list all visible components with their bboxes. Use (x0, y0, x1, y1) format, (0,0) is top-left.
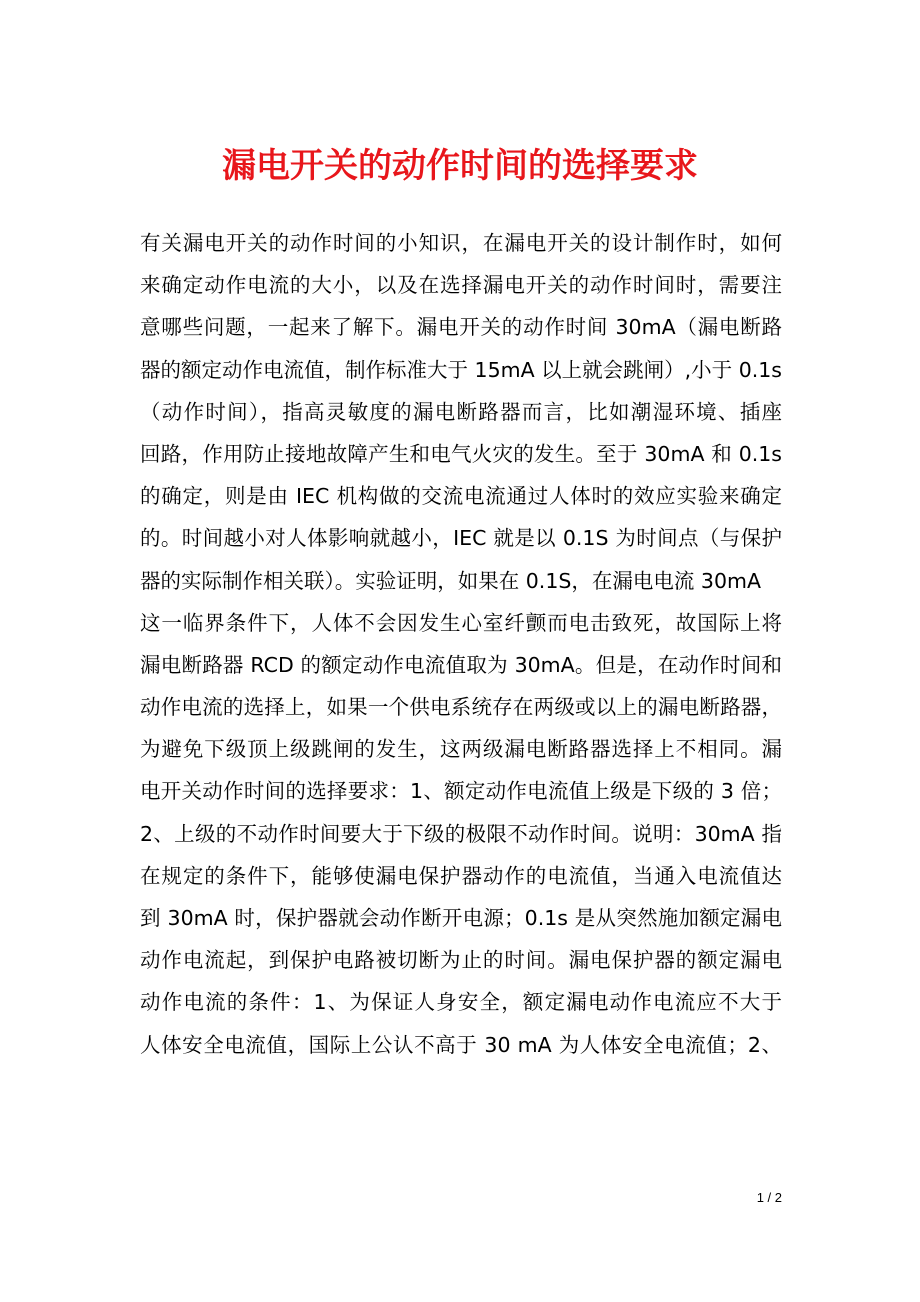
paragraph-line: 为避免下级顶上级跳闸的发生，这两级漏电断路器选择上不相同。漏 (140, 737, 782, 762)
body-paragraph (140, 222, 782, 1066)
paragraph-line: 电开关动作时间的选择要求：1、额定动作电流值上级是下级的 3 倍； (140, 779, 782, 804)
paragraph-line: 动作电流起，到保护电路被切断为止的时间。漏电保护器的额定漏电 (140, 948, 782, 973)
page-title: 漏电开关的动作时间的选择要求 (222, 146, 698, 186)
paragraph-line: 器的额定动作电流值，制作标准大于 15mA 以上就会跳闸）,小于 0.1s (140, 357, 782, 382)
paragraph-line: 器的实际制作相关联）。实验证明，如果在 0.1S，在漏电电流 30mA (140, 568, 761, 593)
paragraph-line: 人体安全电流值，国际上公认不高于 30 mA 为人体安全电流值；2、 (140, 1032, 782, 1057)
paragraph-line: （动作时间），指高灵敏度的漏电断路器而言，比如潮湿环境、插座 (140, 399, 782, 424)
paragraph-line: 回路，作用防止接地故障产生和电气火灾的发生。至于 30mA 和 0.1s (140, 441, 782, 466)
paragraph-line: 这一临界条件下，人体不会因发生心室纤颤而电击致死，故国际上将 (140, 610, 782, 635)
paragraph-line: 动作电流的选择上，如果一个供电系统存在两级或以上的漏电断路器， (140, 695, 782, 720)
paragraph-line: 在规定的条件下，能够使漏电保护器动作的电流值，当通入电流值达 (140, 863, 782, 888)
paragraph-line: 来确定动作电流的大小，以及在选择漏电开关的动作时间时，需要注 (140, 273, 782, 298)
paragraph-line: 到 30mA 时，保护器就会动作断开电源；0.1s 是从突然施加额定漏电 (140, 906, 782, 930)
page-number: 1 / 2 (756, 1190, 782, 1205)
paragraph-line: 2、上级的不动作时间要大于下级的极限不动作时间。说明：30mA 指 (140, 821, 782, 846)
paragraph-line: 动作电流的条件：1、为保证人身安全，额定漏电动作电流应不大于 (140, 990, 782, 1015)
paragraph-line: 意哪些问题，一起来了解下。漏电开关的动作时间 30mA（漏电断路 (140, 315, 782, 340)
paragraph-line: 有关漏电开关的动作时间的小知识，在漏电开关的设计制作时，如何 (140, 231, 782, 255)
paragraph-line: 的。时间越小对人体影响就越小，IEC 就是以 0.1S 为时间点（与保护 (140, 526, 782, 551)
paragraph-line: 的确定，则是由 IEC 机构做的交流电流通过人体时的效应实验来确定 (140, 484, 782, 509)
paragraph-line: 漏电断路器 RCD 的额定动作电流值取为 30mA。但是，在动作时间和 (140, 652, 782, 677)
